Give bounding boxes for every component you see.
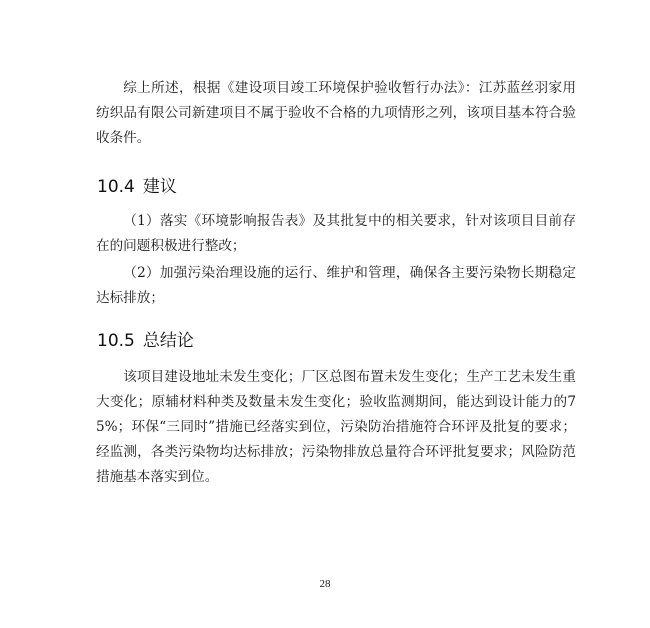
section-10-5-title: 总结论: [142, 331, 194, 351]
section-10-5-number: 10.5: [97, 331, 135, 351]
summary-paragraph: 综上所述，根据《建设项目竣工环境保护验收暂行办法》：江苏蓝丝羽家用纺织品有限公司新建项目不属于验收不合格的九项情形之列，该项目基本符合验收条件。: [96, 80, 576, 146]
page-number: 28: [319, 578, 331, 590]
suggestion-item-1: （1）落实《环境影响报告表》及其批复中的相关要求，针对该项目目前存在的问题积极进行整改；: [96, 213, 576, 254]
conclusion-paragraph: 该项目建设地址未发生变化；厂区总图布置未发生变化；生产工艺未发生重大变化；原辅材料种类及数量未发生变化；验收监测期间，能达到设计能力的75%；环保“三同时”措施已经落实到位，污染防治措施符合环评及批复的要求；经监测，各类污染物均达标排放；污染物排放总量符合环评批复要求；风险防范措施基本落实到位。: [96, 369, 576, 485]
suggestion-item-2: （2）加强污染治理设施的运行、维护和管理，确保各主要污染物长期稳定达标排放；: [96, 265, 576, 306]
section-10-4-title: 建议: [142, 177, 177, 197]
section-10-4-number: 10.4: [97, 177, 135, 197]
section-10-5-heading: [97, 330, 194, 352]
section-10-4-heading: [97, 176, 177, 198]
